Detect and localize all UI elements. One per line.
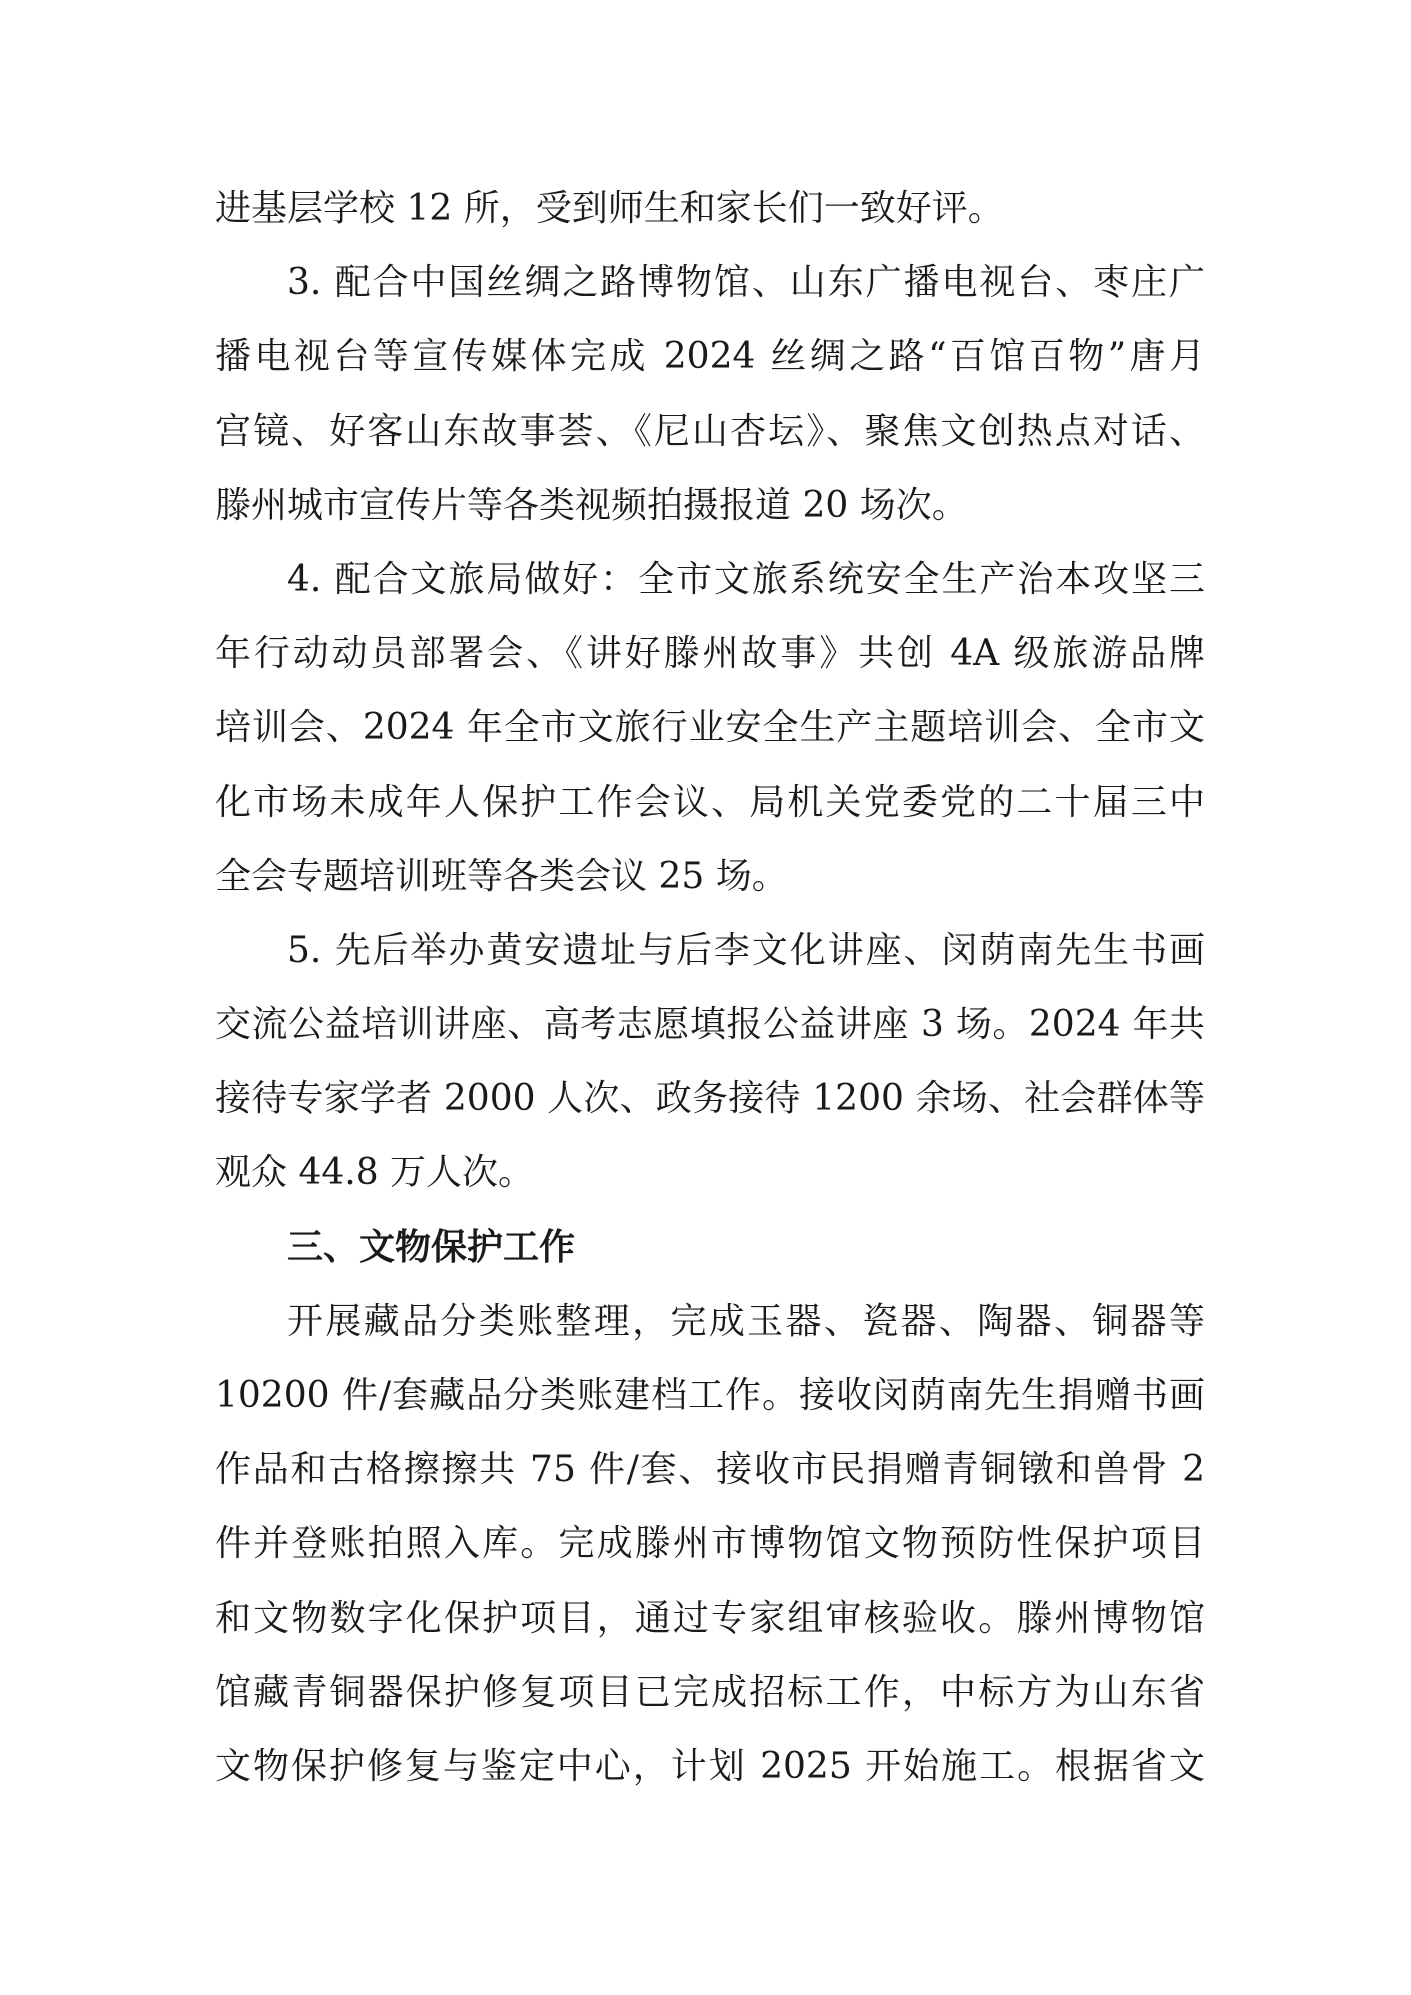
paragraph-line: 滕州城市宣传片等各类视频拍摄报道 20 场次。: [215, 484, 968, 526]
paragraph-line: 宫镜、好客山东故事荟、《尼山杏坛》、聚焦文创热点对话、: [215, 410, 1205, 452]
paragraph-line: 年行动动员部署会、《讲好滕州故事》共创 4A 级旅游品牌: [215, 633, 1205, 675]
paragraph-line: 观众 44.8 万人次。: [215, 1152, 535, 1194]
paragraph-line: 10200 件/套藏品分类账建档工作。接收闵荫南先生捐赠书画: [215, 1375, 1205, 1416]
paragraph-line: 化市场未成年人保护工作会议、局机关党委党的二十届三中: [215, 781, 1205, 823]
list-item-4-line: 4. 配合文旅局做好：全市文旅系统安全生产治本攻坚三: [287, 558, 1205, 600]
document-body: [215, 172, 1205, 1804]
paragraph-line: 交流公益培训讲座、高考志愿填报公益讲座 3 场。2024 年共: [215, 1004, 1205, 1046]
paragraph-line: 开展藏品分类账整理，完成玉器、瓷器、陶器、铜器等: [287, 1300, 1205, 1342]
paragraph-line: 进基层学校 12 所，受到师生和家长们一致好评。: [215, 188, 1004, 229]
list-item-5-line: 5. 先后举办黄安遗址与后李文化讲座、闵荫南先生书画: [287, 929, 1205, 971]
paragraph-line: 文物保护修复与鉴定中心，计划 2025 开始施工。根据省文: [215, 1745, 1205, 1787]
list-item-3-line: 3. 配合中国丝绸之路博物馆、山东广播电视台、枣庄广: [287, 262, 1205, 304]
paragraph-line: 培训会、2024 年全市文旅行业安全生产主题培训会、全市文: [215, 707, 1205, 749]
paragraph-line: 全会专题培训班等各类会议 25 场。: [215, 855, 788, 897]
paragraph-line: 和文物数字化保护项目，通过专家组审核验收。滕州博物馆: [215, 1597, 1205, 1639]
paragraph-line: 作品和古格擦擦共 75 件/套、接收市民捐赠青铜镦和兽骨 2: [215, 1449, 1205, 1491]
paragraph-line: 馆藏青铜器保护修复项目已完成招标工作，中标方为山东省: [215, 1671, 1205, 1713]
paragraph-line: 件并登账拍照入库。完成滕州市博物馆文物预防性保护项目: [215, 1523, 1205, 1565]
paragraph-line: 播电视台等宣传媒体完成 2024 丝绸之路“百馆百物”唐月: [215, 336, 1205, 378]
section-heading: 三、文物保护工作: [287, 1226, 576, 1268]
paragraph-line: 接待专家学者 2000 人次、政务接待 1200 余场、社会群体等: [215, 1078, 1205, 1120]
